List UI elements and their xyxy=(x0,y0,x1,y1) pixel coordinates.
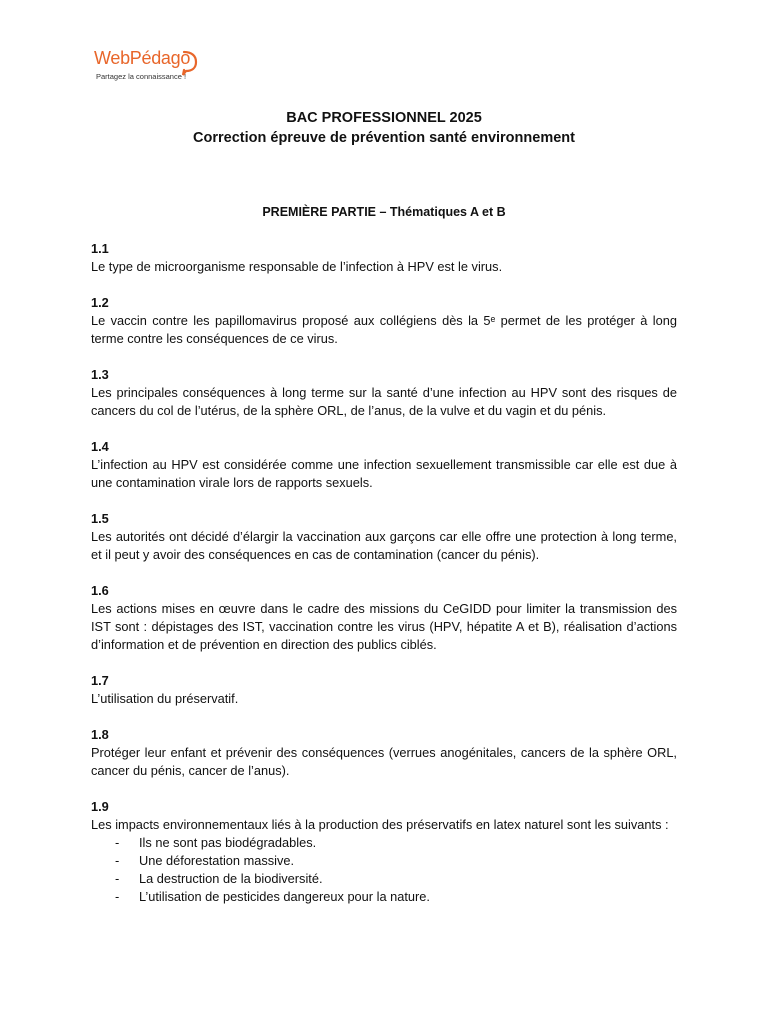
answer-item xyxy=(91,726,677,780)
answer-text: L’utilisation du préservatif. xyxy=(91,691,239,706)
logo-tagline: Partagez la connaissance ! xyxy=(96,72,187,81)
answer-item xyxy=(91,240,677,276)
answer-item xyxy=(91,798,677,906)
list-item-text: Une déforestation massive. xyxy=(139,853,295,868)
bullet-dash: - xyxy=(115,871,120,886)
list-item-text: L’utilisation de pesticides dangereux pour la nature. xyxy=(139,889,430,904)
question-number: 1.8 xyxy=(91,727,109,742)
bullet-dash: - xyxy=(115,853,120,868)
question-number: 1.3 xyxy=(91,367,109,382)
answer-text: Le type de microorganisme responsable de l’infection à HPV est le virus. xyxy=(91,259,503,274)
question-number: 1.6 xyxy=(91,583,109,598)
list-item xyxy=(91,870,677,888)
question-number: 1.4 xyxy=(91,439,109,454)
answer-item xyxy=(91,582,677,654)
list-item xyxy=(91,834,677,852)
answer-item xyxy=(91,438,677,492)
list-item-text: La destruction de la biodiversité. xyxy=(139,871,323,886)
list-item xyxy=(91,852,677,870)
impacts-list xyxy=(91,834,677,906)
list-item-text: Ils ne sont pas biodégradables. xyxy=(139,835,317,850)
answer-item xyxy=(91,366,677,420)
answer-item xyxy=(91,510,677,564)
question-number: 1.1 xyxy=(91,241,109,256)
bullet-dash: - xyxy=(115,835,120,850)
answer-text: Le vaccin contre les papillomavirus proposé aux collégiens dès la 5ᵉ permet de les protéger à long terme contre les conséquences de ce virus. xyxy=(91,313,677,346)
exam-title: BAC PROFESSIONNEL 2025 xyxy=(286,110,482,126)
document-header xyxy=(0,108,768,148)
question-number: 1.2 xyxy=(91,295,109,310)
webpedago-logo[interactable] xyxy=(94,48,204,88)
question-number: 1.5 xyxy=(91,511,109,526)
question-number: 1.7 xyxy=(91,673,109,688)
answer-item xyxy=(91,294,677,348)
answer-text: Les principales conséquences à long terme sur la santé d’une infection au HPV sont des risques de cancers du col de l’utérus, de la sphère ORL, de l’anus, de la vulve et du vagin et du pénis. xyxy=(91,385,677,418)
answers-list xyxy=(91,240,677,924)
logo-brand: WebPédago xyxy=(94,48,191,68)
answer-text: Les actions mises en œuvre dans le cadre des missions du CeGIDD pour limiter la transmission des IST sont : dépistages des IST, vaccination contre les virus (HPV, hépatite A et B), réalisation d’actions d’information et de prévention en direction des publics ciblés. xyxy=(91,601,677,652)
answer-text: L’infection au HPV est considérée comme une infection sexuellement transmissible car elle est due à une contamination virale lors de rapports sexuels. xyxy=(91,457,677,490)
part-title: PREMIÈRE PARTIE – Thématiques A et B xyxy=(262,205,506,219)
answer-text: Protéger leur enfant et prévenir des conséquences (verrues anogénitales, cancers de la sphère ORL, cancer du pénis, cancer de l’anus). xyxy=(91,745,677,778)
answer-text: Les impacts environnementaux liés à la production des préservatifs en latex naturel sont les suivants : xyxy=(91,817,669,832)
list-item xyxy=(91,888,677,906)
speech-bubble-icon xyxy=(180,50,198,76)
question-number: 1.9 xyxy=(91,799,109,814)
answer-item xyxy=(91,672,677,708)
exam-subtitle: Correction épreuve de prévention santé environnement xyxy=(193,130,575,146)
answer-text: Les autorités ont décidé d’élargir la vaccination aux garçons car elle offre une protection à long terme, et il peut y avoir des conséquences en cas de contamination (cancer du pénis). xyxy=(91,529,677,562)
bullet-dash: - xyxy=(115,889,120,904)
